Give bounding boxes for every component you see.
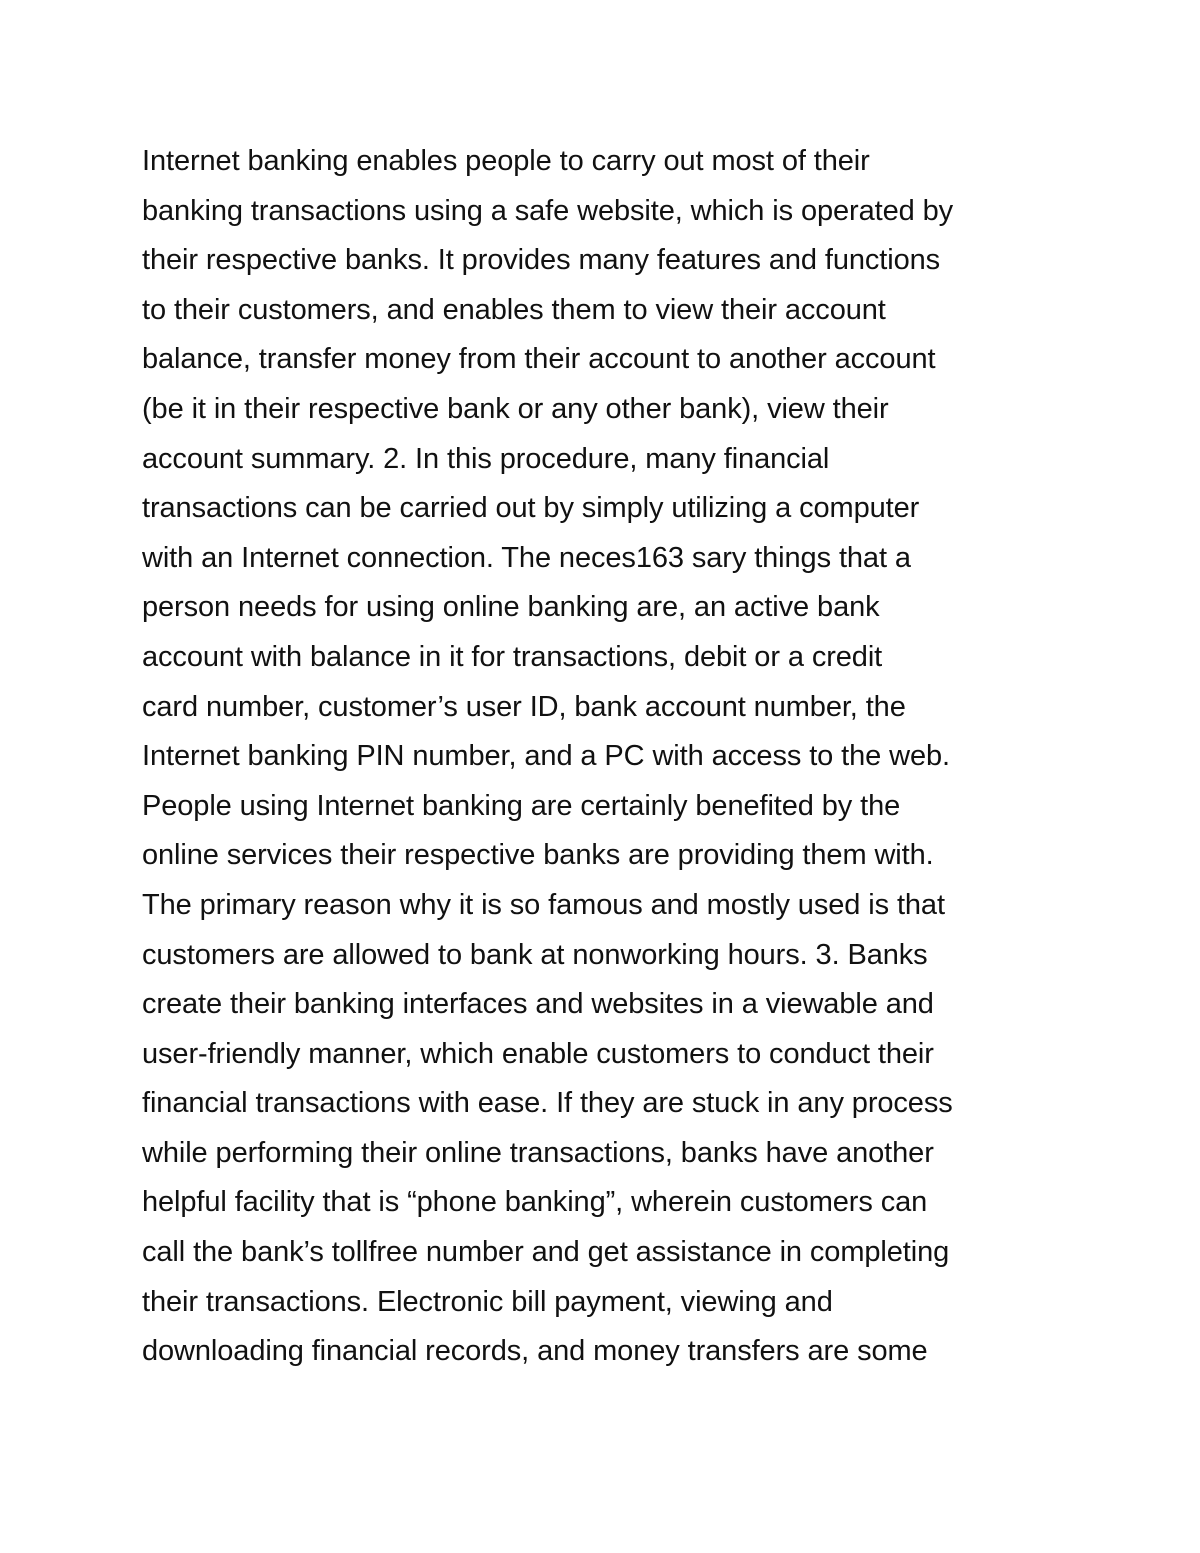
text-line: call the bank’s tollfree number and get assistance in completing bbox=[142, 1236, 950, 1269]
text-line: account with balance in it for transactions, debit or a credit bbox=[142, 640, 883, 673]
text-line: Internet banking enables people to carry out most of their bbox=[142, 145, 870, 177]
text-line: to their customers, and enables them to view their account bbox=[142, 293, 886, 326]
text-line: while performing their online transactions, banks have another bbox=[142, 1136, 934, 1169]
text-line: account summary. 2. In this procedure, many financial bbox=[142, 442, 830, 475]
text-line: downloading financial records, and money transfers are some bbox=[142, 1335, 928, 1368]
text-line: People using Internet banking are certainly benefited by the bbox=[142, 789, 901, 822]
text-line: banking transactions using a safe website, which is operated by bbox=[142, 194, 954, 227]
text-line: The primary reason why it is so famous and mostly used is that bbox=[142, 888, 945, 921]
text-line: create their banking interfaces and websites in a viewable and bbox=[142, 988, 934, 1021]
text-line: financial transactions with ease. If they are stuck in any process bbox=[142, 1087, 953, 1120]
text-line: user-friendly manner, which enable customers to conduct their bbox=[142, 1037, 934, 1070]
text-line: (be it in their respective bank or any other bank), view their bbox=[142, 392, 889, 425]
text-line: person needs for using online banking are, an active bank bbox=[142, 591, 880, 624]
text-line: balance, transfer money from their account to another account bbox=[142, 343, 936, 376]
text-line: online services their respective banks are providing them with. bbox=[142, 839, 934, 872]
text-line: helpful facility that is “phone banking”, wherein customers can bbox=[142, 1186, 928, 1219]
text-line: their respective banks. It provides many features and functions bbox=[142, 244, 941, 277]
body-paragraph bbox=[142, 137, 1082, 1377]
text-line: card number, customer’s user ID, bank account number, the bbox=[142, 690, 906, 723]
text-line: Internet banking PIN number, and a PC with access to the web. bbox=[142, 740, 950, 773]
text-line: transactions can be carried out by simply utilizing a computer bbox=[142, 492, 920, 525]
text-line: their transactions. Electronic bill payment, viewing and bbox=[142, 1285, 833, 1318]
text-line: customers are allowed to bank at nonworking hours. 3. Banks bbox=[142, 938, 928, 971]
text-line: with an Internet connection. The neces163 sary things that a bbox=[142, 541, 911, 574]
